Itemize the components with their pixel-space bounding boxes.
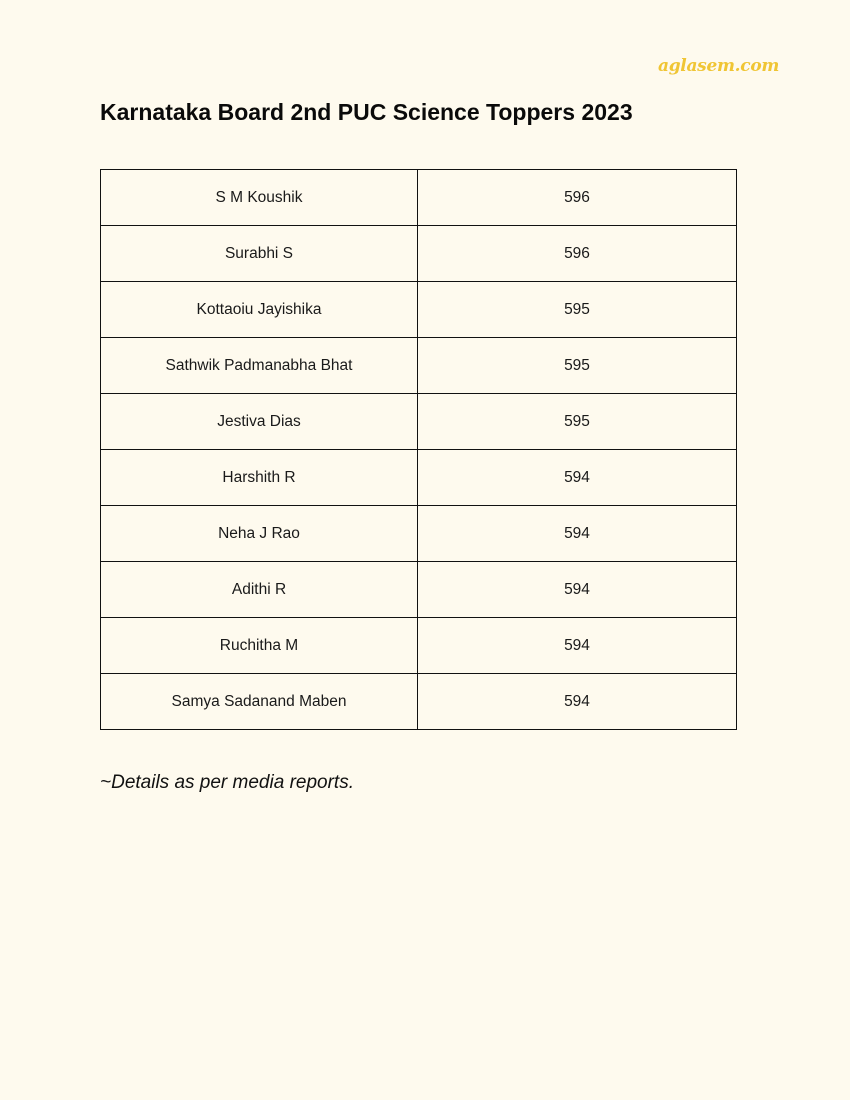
table-row bbox=[101, 674, 737, 730]
table-row bbox=[101, 170, 737, 226]
topper-name-cell: Kottaoiu Jayishika bbox=[101, 282, 418, 338]
topper-name-cell: Jestiva Dias bbox=[101, 394, 418, 450]
aglasem-logo: aglasem.com bbox=[658, 56, 780, 76]
page-title: Karnataka Board 2nd PUC Science Toppers 2023 bbox=[100, 99, 633, 125]
topper-name-cell: Ruchitha M bbox=[101, 618, 418, 674]
toppers-table bbox=[100, 169, 737, 730]
table-row bbox=[101, 450, 737, 506]
topper-name-cell: Surabhi S bbox=[101, 226, 418, 282]
table-row bbox=[101, 394, 737, 450]
topper-name-cell: S M Koushik bbox=[101, 170, 418, 226]
table-row bbox=[101, 338, 737, 394]
topper-name-cell: Harshith R bbox=[101, 450, 418, 506]
topper-marks-cell: 594 bbox=[418, 674, 737, 730]
topper-marks-cell: 595 bbox=[418, 338, 737, 394]
topper-marks-cell: 595 bbox=[418, 394, 737, 450]
topper-name-cell: Samya Sadanand Maben bbox=[101, 674, 418, 730]
table-row bbox=[101, 506, 737, 562]
table-row bbox=[101, 618, 737, 674]
toppers-table-body bbox=[101, 170, 737, 730]
topper-marks-cell: 595 bbox=[418, 282, 737, 338]
footnote: ~Details as per media reports. bbox=[100, 772, 354, 793]
table-row bbox=[101, 562, 737, 618]
topper-marks-cell: 594 bbox=[418, 506, 737, 562]
topper-marks-cell: 594 bbox=[418, 562, 737, 618]
topper-marks-cell: 596 bbox=[418, 170, 737, 226]
table-row bbox=[101, 226, 737, 282]
topper-marks-cell: 596 bbox=[418, 226, 737, 282]
table-row bbox=[101, 282, 737, 338]
topper-marks-cell: 594 bbox=[418, 618, 737, 674]
topper-marks-cell: 594 bbox=[418, 450, 737, 506]
topper-name-cell: Sathwik Padmanabha Bhat bbox=[101, 338, 418, 394]
topper-name-cell: Adithi R bbox=[101, 562, 418, 618]
topper-name-cell: Neha J Rao bbox=[101, 506, 418, 562]
